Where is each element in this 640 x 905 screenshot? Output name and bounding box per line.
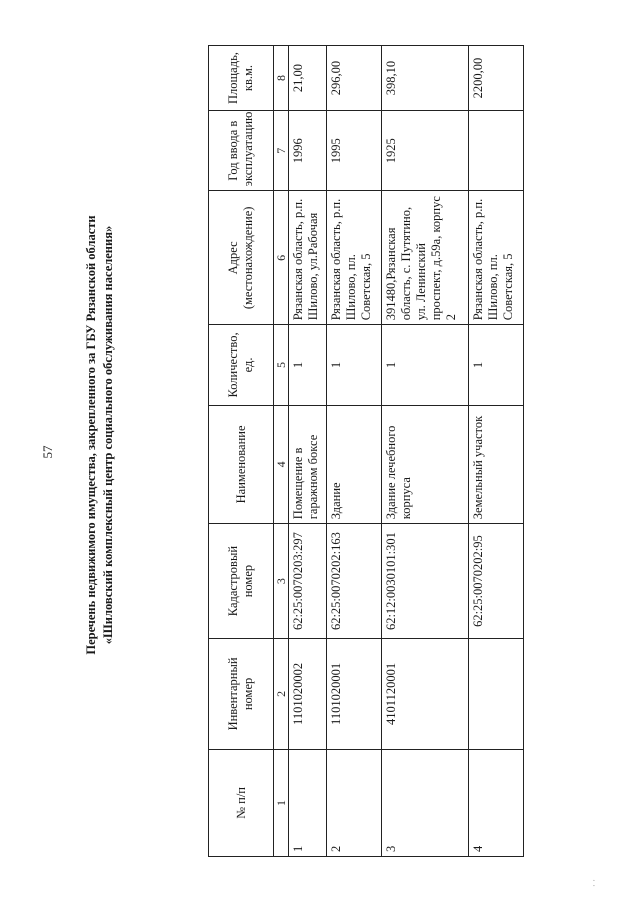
title-line-2: «Шиловский комплексный центр социального обслуживания населения» xyxy=(101,225,115,645)
cell-name: Здание xyxy=(327,405,382,524)
cell-num: 1 xyxy=(289,749,327,856)
cell-inventory: 1101020001 xyxy=(327,638,382,749)
column-header: Инвентарный номер xyxy=(209,638,274,749)
cell-year xyxy=(469,111,524,191)
table-row xyxy=(289,46,327,857)
cell-qty: 1 xyxy=(381,325,468,405)
column-header: Количество, ед. xyxy=(209,325,274,405)
cell-qty: 1 xyxy=(327,325,382,405)
cell-cadastral: 62:25:0070202:95 xyxy=(469,524,524,639)
column-number: 1 xyxy=(274,749,289,856)
cell-cadastral: 62:12:0030101:301 xyxy=(381,524,468,639)
cell-inventory: 1101020002 xyxy=(289,638,327,749)
header-row xyxy=(209,46,274,857)
title-line-1: Перечень недвижимого имущества, закрепленного за ГБУ Рязанской области xyxy=(84,215,98,655)
cell-year: 1996 xyxy=(289,111,327,191)
column-number: 8 xyxy=(274,46,289,111)
column-number: 3 xyxy=(274,524,289,639)
cell-cadastral: 62:25:0070203:297 xyxy=(289,524,327,639)
cell-inventory: 4101120001 xyxy=(381,638,468,749)
cell-year: 1925 xyxy=(381,111,468,191)
cell-name: Земельный участок xyxy=(469,405,524,524)
cell-area: 2200,00 xyxy=(469,46,524,111)
cell-address: Рязанская область, р.п. Шилово, пл. Советская, 5 xyxy=(469,191,524,325)
cell-area: 21,00 xyxy=(289,46,327,111)
cell-qty: 1 xyxy=(289,325,327,405)
column-header: Площадь, кв.м. xyxy=(209,46,274,111)
cell-address: Рязанская область, р.п. Шилово, ул.Рабочая xyxy=(289,191,327,325)
column-number: 2 xyxy=(274,638,289,749)
column-header: Год ввода в эксплуатацию xyxy=(209,111,274,191)
column-number: 5 xyxy=(274,325,289,405)
column-number-row xyxy=(274,46,289,857)
property-table xyxy=(208,45,524,857)
table-row xyxy=(469,46,524,857)
scan-mark: · · xyxy=(589,878,600,888)
cell-name: Здание лечебного корпуса xyxy=(381,405,468,524)
table-row xyxy=(327,46,382,857)
document-title xyxy=(83,145,117,725)
table-row xyxy=(381,46,468,857)
cell-address: Рязанская область, р.п. Шилово, пл. Советская, 5 xyxy=(327,191,382,325)
cell-num: 3 xyxy=(381,749,468,856)
cell-cadastral: 62:25:0070202:163 xyxy=(327,524,382,639)
page-number: 57 xyxy=(40,445,55,459)
column-number: 4 xyxy=(274,405,289,524)
cell-area: 296,00 xyxy=(327,46,382,111)
cell-address: 391480,Рязанская область, с. Путятино, ул. Ленинский проспект, д.59а, корпус 2 xyxy=(381,191,468,325)
cell-year: 1995 xyxy=(327,111,382,191)
column-number: 7 xyxy=(274,111,289,191)
cell-qty: 1 xyxy=(469,325,524,405)
cell-num: 2 xyxy=(327,749,382,856)
cell-inventory xyxy=(469,638,524,749)
column-header: Адрес (местонахождение) xyxy=(209,191,274,325)
cell-name: Помещение в гаражном боксе xyxy=(289,405,327,524)
column-header: № п/п xyxy=(209,749,274,856)
column-header: Кадастровый номер xyxy=(209,524,274,639)
cell-num: 4 xyxy=(469,749,524,856)
cell-area: 398,10 xyxy=(381,46,468,111)
property-table-container xyxy=(208,45,524,857)
column-number: 6 xyxy=(274,191,289,325)
column-header: Наименование xyxy=(209,405,274,524)
